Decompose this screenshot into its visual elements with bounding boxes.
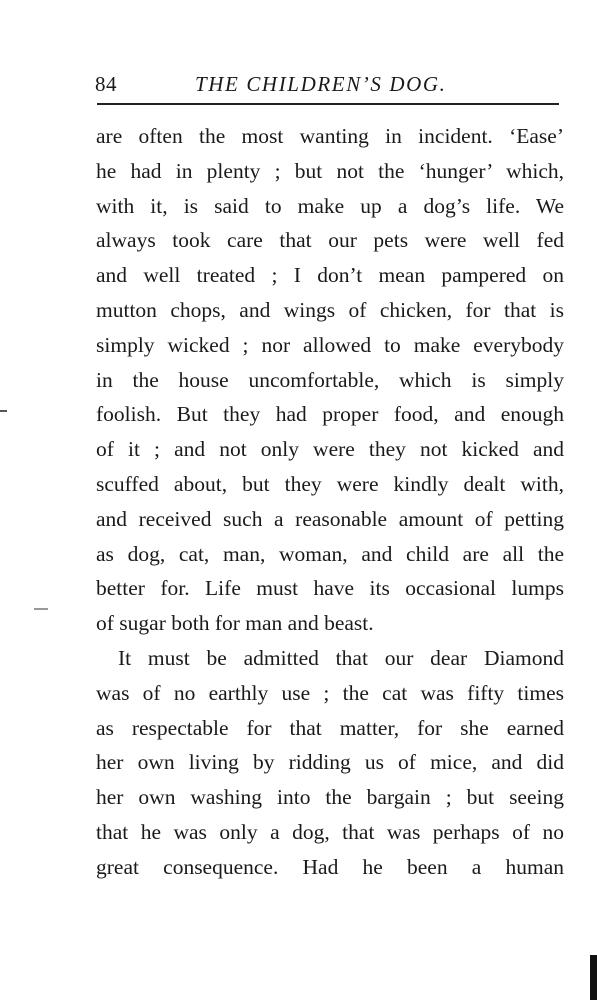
text-line: mutton chops, and wings of chicken, for that is <box>96 297 564 322</box>
text-line: in the house uncomfortable, which is simply <box>96 367 564 392</box>
text-line: It must be admitted that our dear Diamond <box>118 645 564 670</box>
text-line: of sugar both for man and beast. <box>96 611 374 636</box>
text-line: and well treated ; I don’t mean pampered on <box>96 263 564 288</box>
text-line: are often the most wanting in incident. ‘Ease’ <box>96 124 564 148</box>
text-line: as dog, cat, man, woman, and child are all the <box>96 541 564 566</box>
text-line: her own living by ridding us of mice, and did <box>96 750 564 775</box>
paragraph <box>96 641 564 885</box>
text-line: great consequence. Had he been a human <box>96 854 564 879</box>
page-edge-shadow <box>590 955 597 1000</box>
text-line: scuffed about, but they were kindly dealt with, <box>96 471 564 496</box>
text-line: always took care that our pets were well fed <box>96 228 564 253</box>
text-line: was of no earthly use ; the cat was fifty times <box>96 680 564 705</box>
text-line: and received such a reasonable amount of petting <box>96 506 564 531</box>
text-line: he had in plenty ; but not the ‘hunger’ which, <box>96 158 564 183</box>
margin-mark <box>0 410 7 412</box>
text-line: her own washing into the bargain ; but seeing <box>96 785 564 810</box>
header-rule <box>97 103 559 105</box>
text-line: with it, is said to make up a dog’s life. We <box>96 193 564 218</box>
text-line: of it ; and not only were they not kicked and <box>96 437 564 462</box>
body-text <box>96 119 564 885</box>
running-header <box>95 70 561 106</box>
text-line: simply wicked ; nor allowed to make everybody <box>96 332 564 357</box>
paragraph <box>96 119 564 641</box>
text-line: better for. Life must have its occasional lumps <box>96 576 564 601</box>
text-line: as respectable for that matter, for she earned <box>96 715 564 740</box>
running-title: THE CHILDREN’S DOG. <box>195 72 447 96</box>
page-number: 84 <box>95 72 117 96</box>
text-line: that he was only a dog, that was perhaps of no <box>96 819 564 844</box>
margin-mark <box>34 608 48 610</box>
text-line: foolish. But they had proper food, and enough <box>96 402 564 427</box>
